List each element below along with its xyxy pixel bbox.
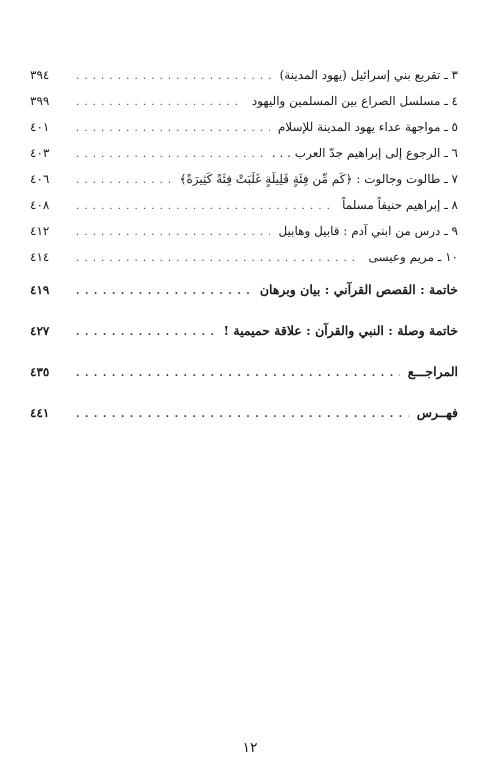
table-of-contents: [30, 62, 458, 426]
toc-entry[interactable]: [30, 140, 458, 166]
toc-entry[interactable]: [30, 166, 458, 192]
leader-dots: [76, 402, 409, 428]
toc-section-index[interactable]: [30, 400, 458, 426]
leader-dots: [76, 279, 252, 305]
toc-entry[interactable]: [30, 62, 458, 88]
toc-entry-page: ٤١٢: [30, 224, 50, 238]
leader-dots: [76, 361, 400, 387]
toc-section-title: فهــرس: [416, 405, 458, 420]
toc-entry[interactable]: [30, 218, 458, 244]
toc-entry-page: ٤١٤: [30, 250, 50, 264]
toc-section-page: ٤٢٧: [30, 324, 50, 338]
toc-section-title: النبي والقرآن : علاقة حميمية !: [223, 323, 384, 338]
toc-entry-page: ٤٠٦: [30, 172, 50, 186]
toc-section-references[interactable]: [30, 359, 458, 385]
toc-section-text: [260, 277, 458, 303]
toc-entry-title: ٤ ـ مسلسل الصراع بين المسلمين واليهود: [251, 94, 458, 108]
toc-entry-title: ٨ ـ إبراهيم حنيفاً مسلماً: [342, 198, 458, 212]
toc-entry-title: ٣ ـ تقريع بني إسرائيل (يهود المدينة): [279, 68, 458, 82]
toc-section-page: ٤٣٥: [30, 365, 50, 379]
toc-entry[interactable]: [30, 192, 458, 218]
toc-section-label: خاتمة :: [420, 282, 458, 297]
toc-entry-page: ٤٠٣: [30, 146, 50, 160]
toc-section-title: المراجـــع: [407, 364, 458, 379]
toc-section-page: ٤٤١: [30, 406, 50, 420]
leader-dots: [76, 64, 272, 90]
toc-entry-page: ٣٩٩: [30, 94, 50, 108]
toc-entry-page: ٤٠١: [30, 120, 50, 134]
toc-entry[interactable]: [30, 114, 458, 140]
leader-dots: [76, 194, 334, 220]
toc-section-text: [408, 359, 458, 385]
page-number-footer: ١٢: [242, 740, 258, 756]
toc-section-text: [417, 400, 458, 426]
toc-section-conclusion-link[interactable]: [30, 318, 458, 344]
toc-entry-title: ٥ ـ مواجهة عداء يهود المدينة للإسلام: [277, 120, 458, 134]
toc-entry-title: ٧ ـ طالوت وجالوت : ﴿كَم مِّن فِئَةٍ قَلِيلَةٍ غَلَبَتْ فِئَةً كَثِيرَةً﴾: [179, 172, 458, 186]
leader-dots: [76, 220, 270, 246]
leader-dots: [76, 142, 264, 168]
leader-dots: [76, 116, 270, 142]
leader-dots: [76, 246, 360, 272]
toc-entry-title: ٩ ـ درس من ابني آدم : قابيل وهابيل: [278, 224, 458, 238]
leader-dots: [76, 168, 171, 194]
toc-entry-page: ٣٩٤: [30, 68, 50, 82]
toc-section-page: ٤١٩: [30, 283, 50, 297]
toc-section-title: القصص القرآني : بيان وبرهان: [259, 282, 416, 297]
leader-dots: [76, 90, 244, 116]
toc-entry[interactable]: [30, 244, 458, 270]
leader-dots: [76, 320, 216, 346]
toc-entry[interactable]: [30, 88, 458, 114]
toc-entry-page: ٤٠٨: [30, 198, 50, 212]
toc-section-text: [224, 318, 458, 344]
toc-entry-title: ٦ ـ الرجوع إلى إبراهيم جدّ العرب . . .: [271, 146, 458, 160]
toc-section-conclusion[interactable]: [30, 277, 458, 303]
toc-entry-title: ١٠ ـ مريم وعيسى: [368, 250, 458, 264]
toc-section-label: خاتمة وصلة :: [388, 323, 458, 338]
